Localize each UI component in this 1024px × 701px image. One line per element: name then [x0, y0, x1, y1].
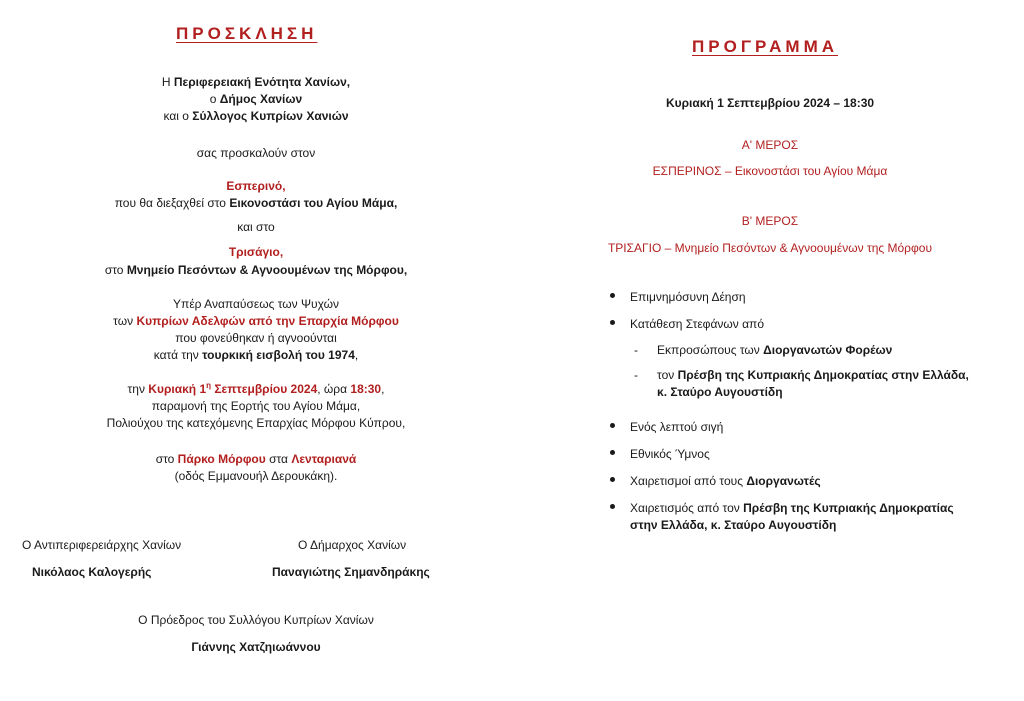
item6-prefix: Χαιρετισμός από τον: [630, 501, 744, 515]
sub1: Διοργανωτών Φορέων: [763, 343, 893, 357]
invite-text: σας προσκαλούν στον: [196, 146, 316, 160]
host1-prefix: Η: [161, 75, 174, 89]
vice-governor-title: Ο Αντιπεριφερειάρχης Χανίων: [22, 538, 182, 552]
vespers-loc: Εικονοστάσι του Αγίου Μάμα,: [229, 196, 398, 210]
date-suffix: ,: [381, 382, 385, 396]
program-sub-2-cont: κ. Σταύρο Αυγουστίδη: [657, 385, 783, 399]
of-the: των: [113, 314, 137, 328]
program-title: ΠΡΟΓΡΑΜΜΑ: [692, 37, 839, 56]
bullet-icon: [610, 293, 618, 301]
bullet-icon: [610, 477, 618, 485]
date-sup: η: [206, 381, 212, 390]
invasion: τουρκική εισβολή του 1974: [202, 348, 355, 362]
park-mid: στα: [265, 452, 292, 466]
program-item-6-cont: στην Ελλάδα, κ. Σταύρο Αυγουστίδη: [630, 518, 837, 532]
vespers-location: [14, 195, 498, 211]
program-item-6: [630, 500, 954, 516]
trisagion-location: [14, 262, 498, 278]
brothers: Κυπρίων Αδελφών από την Επαρχία Μόρφου: [136, 314, 399, 328]
item5-prefix: Χαιρετισμοί από τους: [630, 474, 747, 488]
date-day: Κυριακή 1: [148, 382, 207, 396]
sub2-prefix: τον: [657, 368, 678, 382]
trisagion-loc: Μνημείο Πεσόντων & Αγνοουμένων της Μόρφου,: [126, 263, 408, 277]
dash-icon: -: [634, 343, 638, 357]
program-item-1: Επιμνημόσυνη Δέηση: [630, 290, 746, 304]
repose: Υπέρ Αναπαύσεως των Ψυχών: [173, 297, 339, 311]
host2: Δήμος Χανίων: [219, 92, 303, 106]
during-prefix: κατά την: [153, 348, 203, 362]
and-to: και στο: [237, 220, 275, 234]
dash-icon: -: [634, 368, 638, 382]
vice-governor-name: Νικόλαος Καλογερής: [32, 565, 152, 579]
patron: Πολιούχου της κατεχόμενης Επαρχίας Μόρφου Κύπρου,: [106, 416, 406, 430]
mayor-title: Ο Δήμαρχος Χανίων: [298, 538, 407, 552]
host-line-2: [14, 91, 498, 107]
date-prefix: την: [127, 382, 149, 396]
program-datetime: Κυριακή 1 Σεπτεμβρίου 2024 – 18:30: [665, 96, 875, 110]
street: (οδός Εμμανουήλ Δερουκάκη).: [174, 469, 338, 483]
host3: Σύλλογος Κυπρίων Χανιών: [192, 109, 349, 123]
vespers-loc-prefix: που θα διεξαχθεί στο: [114, 196, 230, 210]
president-title: Ο Πρόεδρος του Συλλόγου Κυπρίων Χανίων: [138, 613, 374, 627]
bullet-icon: [610, 423, 618, 431]
date-line: [14, 381, 498, 397]
item5: Διοργανωτές: [746, 474, 821, 488]
date-time: 18:30: [350, 382, 382, 396]
bullet-icon: [610, 504, 618, 512]
host2-prefix: ο: [209, 92, 220, 106]
program-item-2: Κατάθεση Στεφάνων από: [630, 317, 764, 331]
bullet-icon: [610, 450, 618, 458]
program-item-3: Ενός λεπτού σιγή: [630, 420, 724, 434]
part-b-heading: Β' ΜΕΡΟΣ: [741, 214, 799, 228]
host1: Περιφερειακή Ενότητα Χανίων,: [173, 75, 351, 89]
president-name: Γιάννης Χατζηιωάννου: [191, 640, 321, 654]
invitation-title: ΠΡΟΣΚΛΗΣΗ: [176, 24, 318, 43]
program-item-4: Εθνικός Ύμνος: [630, 447, 710, 461]
vespers: Εσπερινό,: [226, 179, 286, 193]
program-sub-1: [657, 342, 892, 358]
trisagion-loc-prefix: στο: [104, 263, 127, 277]
part-a-desc: ΕΣΠΕΡΙΝΟΣ – Εικονοστάσι του Αγίου Μάμα: [652, 164, 888, 178]
park-prefix: στο: [155, 452, 178, 466]
murdered: που φονεύθηκαν ή αγνοούνται: [175, 331, 337, 345]
program-sub-2: [657, 367, 969, 383]
part-a-heading: Α' ΜΕΡΟΣ: [741, 138, 799, 152]
mayor-name: Παναγιώτης Σημανδηράκης: [272, 565, 430, 579]
sub1-prefix: Εκπροσώπους των: [657, 343, 764, 357]
park: Πάρκο Μόρφου: [177, 452, 266, 466]
invasion-line: [14, 347, 498, 363]
invasion-suffix: ,: [354, 348, 359, 362]
host3-prefix: και ο: [163, 109, 193, 123]
bullet-icon: [610, 320, 618, 328]
part-b-desc: ΤΡΙΣΑΓΙΟ – Μνημείο Πεσόντων & Αγνοουμένων της Μόρφου: [607, 241, 933, 255]
park-line: [14, 451, 498, 467]
date-month: Σεπτεμβρίου 2024: [211, 382, 318, 396]
date-mid: , ώρα: [317, 382, 351, 396]
program-item-5: [630, 473, 821, 489]
brothers-line: [14, 313, 498, 329]
trisagion: Τρισάγιο,: [228, 245, 284, 259]
eve: παραμονή της Εορτής του Αγίου Μάμα,: [151, 399, 361, 413]
sub2a: Πρέσβη της Κυπριακής Δημοκρατίας στην Ελλάδα,: [677, 368, 969, 382]
item6a: Πρέσβη της Κυπριακής Δημοκρατίας: [743, 501, 954, 515]
park-place: Λενταριανά: [291, 452, 357, 466]
host-line-1: [14, 74, 498, 90]
host-line-3: [14, 108, 498, 124]
